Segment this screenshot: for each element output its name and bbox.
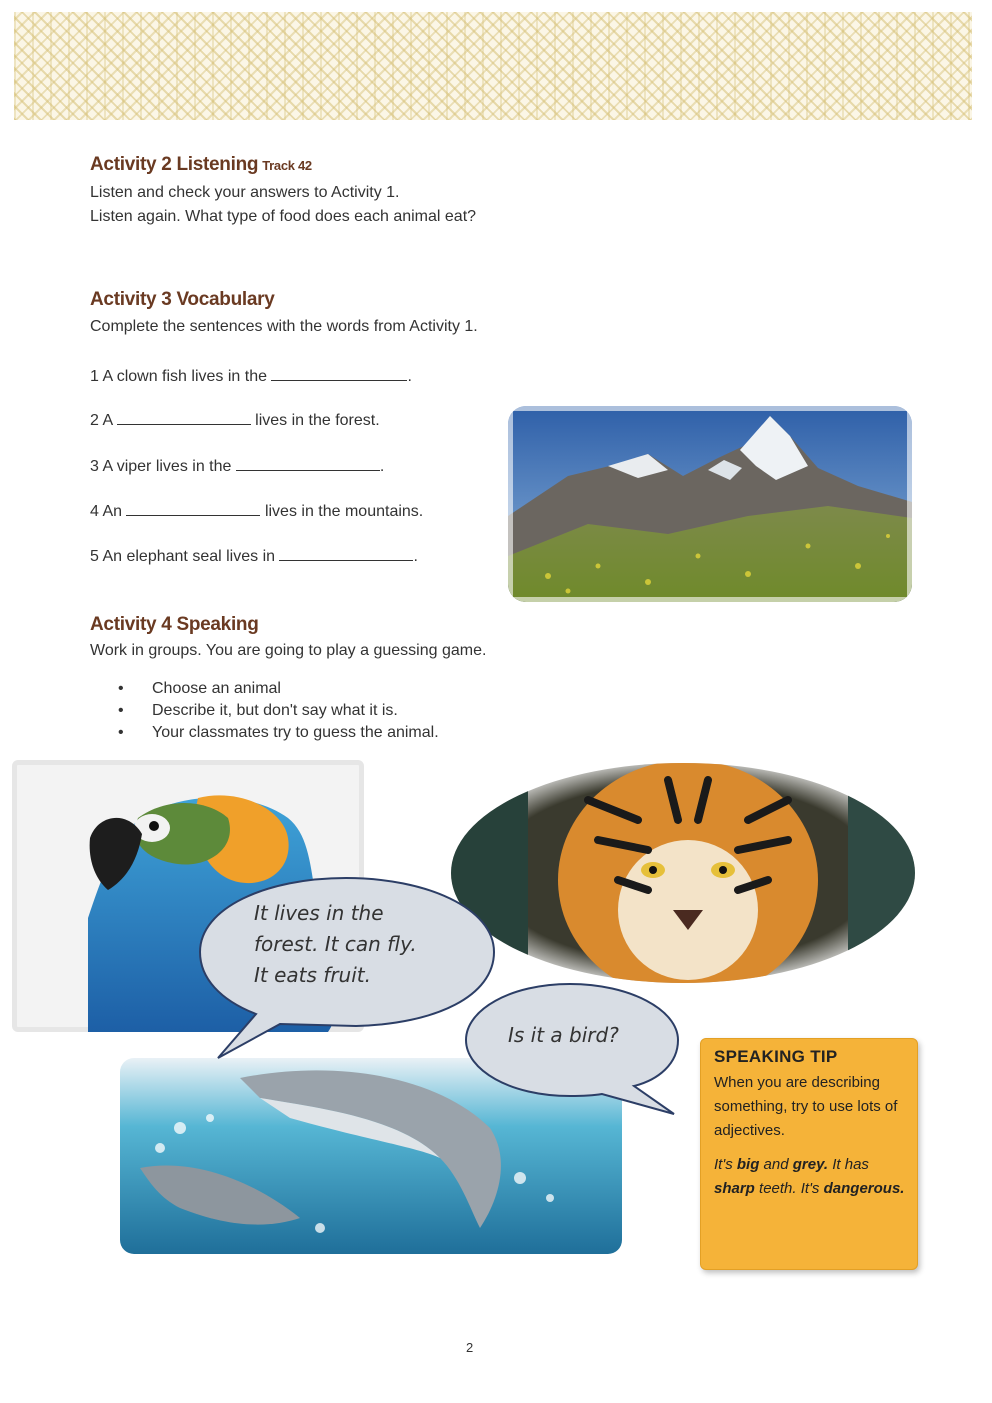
- activity-2-title: Activity 2 Listening: [90, 154, 259, 175]
- sentence-1-text: 1 A clown fish lives in the: [90, 368, 267, 385]
- tip-ex-dangerous: dangerous.: [823, 1180, 905, 1197]
- sentence-3-end: .: [379, 458, 385, 475]
- sentence-2-blank[interactable]: [117, 412, 251, 425]
- activity-4-title: Activity 4 Speaking: [90, 614, 259, 635]
- tip-ex-its: It's: [714, 1156, 733, 1173]
- activity-2-heading: [90, 154, 312, 176]
- sentence-2-text: 2 A: [90, 412, 113, 429]
- tip-ex-and: and: [763, 1156, 789, 1173]
- list-item: • Choose an animal: [118, 678, 439, 700]
- list-item: • Describe it, but don't say what it is.: [118, 700, 439, 722]
- activity-2-instruction-2: Listen again. What type of food does each animal eat?: [90, 208, 477, 225]
- sentence-1: [90, 368, 412, 386]
- speech-bubble-right-text: Is it a bird?: [508, 1023, 619, 1047]
- speaking-tip-title: SPEAKING TIP: [714, 1047, 838, 1066]
- tip-ex-sharp: sharp: [714, 1180, 755, 1197]
- sentence-3-text: 3 A viper lives in the: [90, 458, 232, 475]
- page-number: 2: [466, 1340, 474, 1355]
- bubble-left-line-2: forest. It can fly.: [254, 932, 417, 956]
- tip-ex-it-has: It has: [832, 1156, 869, 1173]
- decorative-banner: [14, 12, 972, 120]
- sentence-5-end: .: [413, 548, 418, 565]
- sentence-5: [90, 548, 418, 566]
- sentence-3: [90, 458, 384, 476]
- activity-4-instruction: Work in groups. You are going to play a guessing game.: [90, 642, 487, 659]
- speaking-tip-example: [714, 1153, 905, 1201]
- tip-ex-teeth: teeth. It's: [759, 1180, 820, 1197]
- list-item: • Your classmates try to guess the animal.: [118, 722, 439, 744]
- tip-ex-grey: grey.: [792, 1156, 829, 1173]
- sentence-4: [90, 503, 423, 521]
- bubble-left-line-3: It eats fruit.: [254, 963, 371, 987]
- speaking-tip-body: When you are describing something, try to use lots of adjectives.: [714, 1074, 898, 1139]
- sentence-1-blank[interactable]: [271, 368, 407, 381]
- sentence-4-end: lives in the mountains.: [264, 503, 424, 520]
- speaking-tip-box: [700, 1038, 918, 1270]
- sentence-2-end: lives in the forest.: [255, 412, 380, 429]
- sentence-4-blank[interactable]: [126, 503, 260, 516]
- bubble-left-line-1: It lives in the: [254, 901, 384, 925]
- activity-3-title: Activity 3 Vocabulary: [90, 289, 275, 310]
- sentence-2: [90, 412, 380, 430]
- speaking-steps-list: [118, 678, 439, 744]
- sentence-1-end: .: [407, 368, 412, 385]
- mountain-photo: [508, 406, 912, 602]
- tiger-photo: [448, 760, 918, 986]
- activity-2-instruction-1: Listen and check your answers to Activity 1.: [90, 184, 400, 201]
- sentence-3-blank[interactable]: [236, 458, 380, 471]
- sentence-5-text: 5 An elephant seal lives in: [90, 548, 276, 565]
- activity-3-instruction: Complete the sentences with the words from Activity 1.: [90, 318, 478, 335]
- speech-bubble-left-text: [254, 898, 417, 991]
- track-label: Track 42: [262, 158, 312, 173]
- sentence-5-blank[interactable]: [279, 548, 413, 561]
- sentence-4-text: 4 An: [90, 503, 123, 520]
- tip-ex-big: big: [736, 1156, 760, 1173]
